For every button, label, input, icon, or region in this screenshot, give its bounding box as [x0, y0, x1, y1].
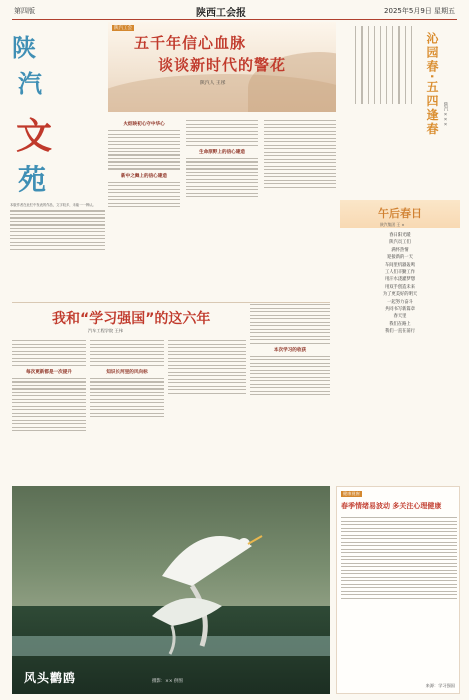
top-article-banner [108, 22, 336, 112]
top-article-title-line1: 五千年信心血脉 [134, 34, 247, 52]
top-article-body [108, 118, 336, 298]
poem-small-title: 午后春日 [378, 207, 422, 220]
poem-line: 用双手创造未来 [384, 284, 416, 290]
poem-line: 迎接新的一天 [387, 255, 413, 261]
top-article-title-line2: 谈谈新时代的警花 [158, 56, 287, 74]
masthead-char: 苑 [18, 163, 47, 196]
bird-illustration [132, 506, 282, 656]
poem-line: 车间里机器轰鸣 [384, 262, 416, 268]
column-masthead [10, 26, 60, 196]
health-box [336, 486, 460, 694]
top-article-subhead: 生命原野上的信心建造 [199, 149, 245, 155]
poem-line: 共同书写新篇章 [384, 307, 416, 313]
top-article-subhead: 火炬映初心守中华心 [123, 122, 165, 127]
health-source: 来源：学习强国 [425, 683, 455, 688]
mid-article-subhead: 知识长河里的风向标 [106, 369, 148, 375]
poem-line: 一起努力奋斗 [387, 299, 413, 305]
poem-line: 陕汽员工们 [389, 240, 411, 246]
poem-line: 我们一直在前行 [384, 329, 416, 335]
poem-line: 为了更美好的明天 [382, 292, 418, 298]
health-column-tag: 健康视窗 [343, 491, 360, 496]
issue-date: 2025年5月9日 星期五 [384, 7, 455, 15]
mid-article-byline: 汽车工程学院 王伟 [88, 328, 123, 333]
paper-name: 陕西工会报 [196, 8, 246, 19]
mid-article-subhead: 本次学习的收获 [273, 347, 307, 353]
mid-article-title: 我和“学习强国”的这六年 [52, 311, 211, 327]
masthead-char: 陕 [12, 34, 36, 62]
page-number: 第四版 [14, 7, 35, 15]
health-title: 春季情绪易波动 多关注心理健康 [341, 502, 442, 510]
health-body [341, 515, 457, 683]
column-tag: 陕汽工会 [114, 26, 132, 31]
masthead-char: 文 [16, 116, 53, 157]
poem-line: 春天里 [393, 314, 407, 320]
photo-credit: 摄影：×× 供图 [152, 679, 183, 684]
poem-right-byline: 陕汽 ××× [443, 102, 448, 128]
poem-right-block [340, 22, 460, 202]
poem-line: 春日阳光暖 [389, 233, 411, 238]
mid-article-col-4 [250, 302, 330, 488]
poem-line: 工人们辛勤工作 [384, 270, 416, 276]
poem-line: 满怀热情 [391, 247, 409, 253]
mid-article-subhead: 每次更新都是一次提升 [26, 369, 72, 375]
page-header [0, 0, 469, 20]
left-column-text: 本版作者在此栏中发表的作品，文字较多，未能一一辨认。 [10, 203, 105, 298]
header-rule [12, 19, 457, 20]
poem-line: 用汗水浇灌梦想 [384, 277, 416, 283]
poem-right-title: 沁园春·五四逢春 [425, 32, 439, 137]
masthead-char: 汽 [18, 70, 42, 98]
poem-line: 我们在路上 [389, 321, 411, 327]
photo-title: 风头鹳鸥 [24, 671, 77, 685]
top-article-subhead: 新中之舞上的信心建造 [121, 173, 167, 179]
top-article-byline: 陕汽人 王彤 [200, 81, 226, 86]
photo-block [12, 486, 330, 694]
poem-small-lines [340, 232, 460, 336]
mid-article-col-3 [168, 338, 246, 488]
poem-small-byline: 陕汽集团 王 × [380, 222, 405, 227]
mid-article-header [12, 306, 252, 336]
